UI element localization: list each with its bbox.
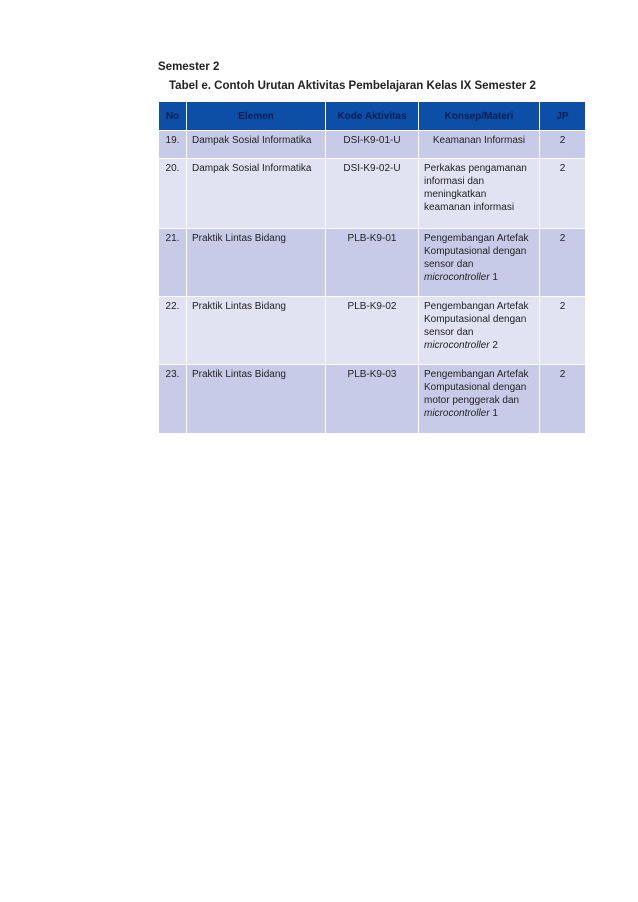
header-kode: Kode Aktivitas bbox=[326, 102, 419, 131]
cell-no-text: 19. bbox=[165, 135, 180, 146]
cell-kode-text: DSI-K9-01-U bbox=[343, 135, 401, 146]
cell-elemen bbox=[187, 297, 326, 365]
table-row bbox=[159, 159, 586, 229]
konsep-tail-text: 1 bbox=[489, 408, 498, 419]
cell-konsep-text: Pengembangan Artefak Komputasional dengan motor penggerak dan bbox=[424, 369, 529, 406]
cell-no bbox=[159, 159, 187, 229]
header-no: No bbox=[159, 102, 187, 131]
cell-no bbox=[159, 131, 187, 159]
cell-jp-text: 2 bbox=[559, 369, 566, 380]
cell-elemen bbox=[187, 229, 326, 297]
table-caption: Tabel e. Contoh Urutan Aktivitas Pembelajaran Kelas IX Semester 2 bbox=[169, 80, 536, 92]
cell-no-text: 22. bbox=[165, 301, 180, 312]
cell-elemen bbox=[187, 365, 326, 434]
table-row bbox=[159, 297, 586, 365]
activity-table bbox=[158, 101, 586, 434]
cell-elemen-text: Dampak Sosial Informatika bbox=[192, 135, 312, 146]
cell-elemen-text: Praktik Lintas Bidang bbox=[192, 233, 286, 244]
semester-heading: Semester 2 bbox=[158, 61, 220, 73]
cell-konsep bbox=[419, 297, 540, 365]
header-konsep: Konsep/Materi bbox=[419, 102, 540, 131]
cell-no bbox=[159, 229, 187, 297]
konsep-italic-text: microcontroller bbox=[424, 340, 490, 351]
cell-konsep-text: Keamanan Informasi bbox=[432, 135, 526, 146]
cell-konsep bbox=[419, 159, 540, 229]
cell-no-text: 21. bbox=[165, 233, 180, 244]
cell-konsep bbox=[419, 365, 540, 434]
cell-kode-text: PLB-K9-01 bbox=[347, 233, 397, 244]
cell-no bbox=[159, 365, 187, 434]
header-jp: JP bbox=[540, 102, 586, 131]
table-row bbox=[159, 229, 586, 297]
cell-kode bbox=[326, 365, 419, 434]
konsep-italic-text: microcontroller bbox=[424, 408, 490, 419]
cell-konsep bbox=[419, 229, 540, 297]
table-row bbox=[159, 131, 586, 159]
cell-elemen bbox=[187, 131, 326, 159]
cell-jp-text: 2 bbox=[559, 301, 566, 312]
konsep-tail-text: 1 bbox=[489, 272, 498, 283]
cell-no-text: 23. bbox=[165, 369, 180, 380]
cell-elemen-text: Praktik Lintas Bidang bbox=[192, 301, 286, 312]
cell-jp bbox=[540, 365, 586, 434]
konsep-tail-text: 2 bbox=[489, 340, 498, 351]
cell-kode bbox=[326, 229, 419, 297]
cell-konsep-text: Pengembangan Artefak Komputasional dengan sensor dan bbox=[424, 301, 529, 338]
cell-jp-text: 2 bbox=[559, 163, 566, 174]
table-header-row bbox=[159, 102, 586, 131]
cell-jp bbox=[540, 131, 586, 159]
cell-kode bbox=[326, 159, 419, 229]
cell-jp-text: 2 bbox=[559, 135, 566, 146]
header-elemen: Elemen bbox=[187, 102, 326, 131]
cell-kode-text: PLB-K9-03 bbox=[347, 369, 397, 380]
cell-elemen bbox=[187, 159, 326, 229]
cell-konsep bbox=[419, 131, 540, 159]
cell-jp bbox=[540, 229, 586, 297]
cell-no bbox=[159, 297, 187, 365]
cell-konsep-text: Pengembangan Artefak Komputasional dengan sensor dan bbox=[424, 233, 529, 270]
cell-no-text: 20. bbox=[165, 163, 180, 174]
cell-kode-text: DSI-K9-02-U bbox=[343, 163, 401, 174]
cell-kode bbox=[326, 297, 419, 365]
cell-kode bbox=[326, 131, 419, 159]
cell-elemen-text: Dampak Sosial Informatika bbox=[192, 163, 312, 174]
cell-jp bbox=[540, 297, 586, 365]
cell-konsep-text: Perkakas pengamanan informasi dan meningkatkan keamanan informasi bbox=[424, 163, 527, 213]
table-row bbox=[159, 365, 586, 434]
cell-jp-text: 2 bbox=[559, 233, 566, 244]
cell-elemen-text: Praktik Lintas Bidang bbox=[192, 369, 286, 380]
cell-kode-text: PLB-K9-02 bbox=[347, 301, 397, 312]
konsep-italic-text: microcontroller bbox=[424, 272, 490, 283]
cell-jp bbox=[540, 159, 586, 229]
